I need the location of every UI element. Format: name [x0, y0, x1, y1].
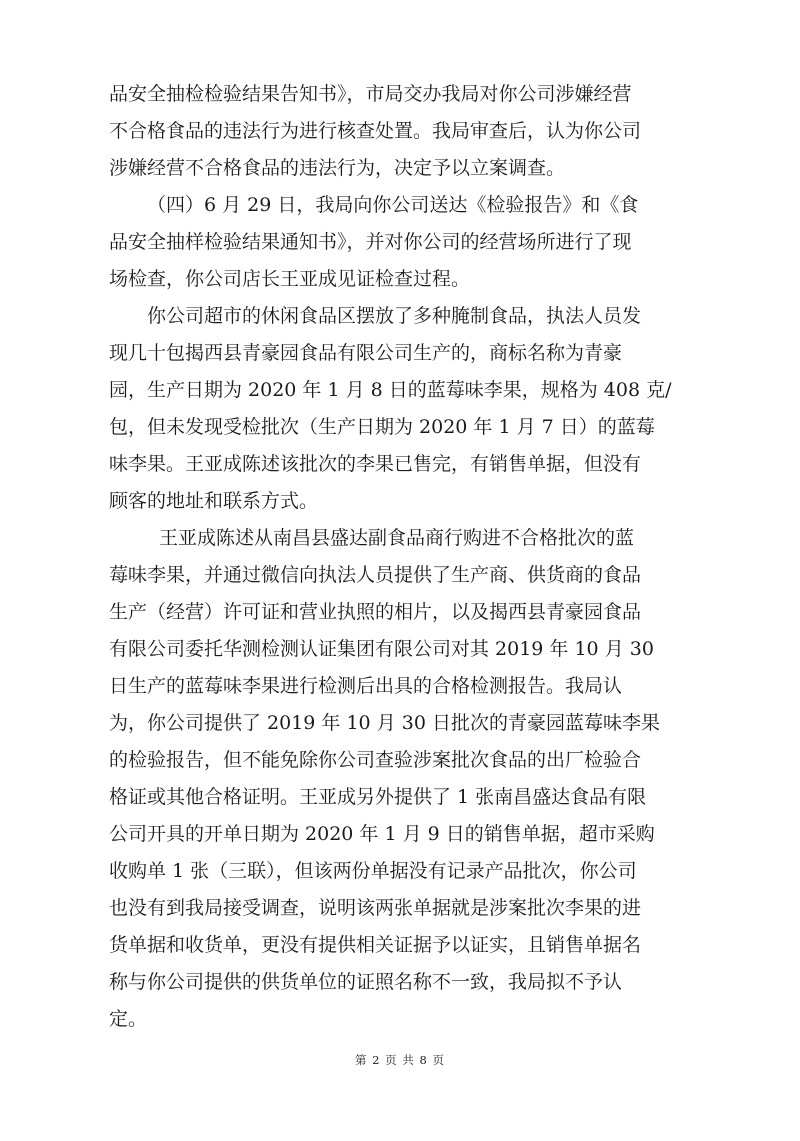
paragraph-4-line-12: 货单据和收货单，更没有提供相关证据予以证实，且销售单据名 [109, 934, 642, 956]
paragraph-4-line-14: 定。 [109, 1008, 148, 1030]
paragraph-2-line-3: 场检查，你公司店长王亚成见证检查过程。 [109, 268, 471, 290]
paragraph-4-line-8: 格证或其他合格证明。王亚成另外提供了 1 张南昌盛达食品有限 [109, 786, 647, 808]
paragraph-4-line-1: 王亚成陈述从南昌县盛达副食品商行购进不合格批次的蓝 [159, 527, 635, 549]
paragraph-3-line-6: 顾客的地址和联系方式。 [109, 490, 319, 512]
paragraph-3-line-4: 包，但未发现受检批次（生产日期为 2020 年 1 月 7 日）的蓝莓 [109, 416, 655, 438]
page-number-footer: 第 2 页 共 8 页 [355, 1053, 445, 1067]
paragraph-1-line-1: 品安全抽检检验结果告知书》，市局交办我局对你公司涉嫌经营 [109, 83, 632, 105]
paragraph-4-line-4: 有限公司委托华测检测认证集团有限公司对其 2019 年 10 月 30 [109, 638, 654, 660]
paragraph-4-line-6: 为，你公司提供了 2019 年 10 月 30 日批次的青豪园蓝莓味李果 [109, 712, 660, 734]
paragraph-3-line-3: 园，生产日期为 2020 年 1 月 8 日的蓝莓味李果，规格为 408 克/ [109, 379, 672, 401]
paragraph-1-line-3: 涉嫌经营不合格食品的违法行为，决定予以立案调查。 [109, 157, 566, 179]
paragraph-2-line-1: （四）6 月 29 日，我局向你公司送达《检验报告》和《食 [147, 194, 639, 216]
paragraph-4-line-11: 也没有到我局接受调查，说明该两张单据就是涉案批次李果的进 [109, 897, 642, 919]
paragraph-4-line-13: 称与你公司提供的供货单位的证照名称不一致，我局拟不予认 [109, 971, 623, 993]
paragraph-4-line-5: 日生产的蓝莓味李果进行检测后出具的合格检测报告。我局认 [109, 675, 623, 697]
paragraph-4-line-10: 收购单 1 张（三联），但该两份单据没有记录产品批次，你公司 [109, 860, 637, 882]
document-body [109, 76, 689, 1038]
paragraph-1-line-2: 不合格食品的违法行为进行核查处置。我局审查后，认为你公司 [109, 120, 642, 142]
paragraph-4-line-2: 莓味李果，并通过微信向执法人员提供了生产商、供货商的食品 [109, 564, 642, 586]
paragraph-3-line-5: 味李果。王亚成陈述该批次的李果已售完，有销售单据，但没有 [109, 453, 642, 475]
paragraph-4-line-7: 的检验报告，但不能免除你公司查验涉案批次食品的出厂检验合 [109, 749, 642, 771]
paragraph-3-line-1: 你公司超市的休闲食品区摆放了多种腌制食品，执法人员发 [147, 305, 642, 327]
paragraph-3-line-2: 现几十包揭西县青豪园食品有限公司生产的，商标名称为青豪 [109, 342, 623, 364]
paragraph-4-line-3: 生产（经营）许可证和营业执照的相片，以及揭西县青豪园食品 [109, 601, 642, 623]
paragraph-2-line-2: 品安全抽样检验结果通知书》，并对你公司的经营场所进行了现 [109, 231, 632, 253]
paragraph-4-line-9: 公司开具的开单日期为 2020 年 1 月 9 日的销售单据，超市采购 [109, 823, 655, 845]
